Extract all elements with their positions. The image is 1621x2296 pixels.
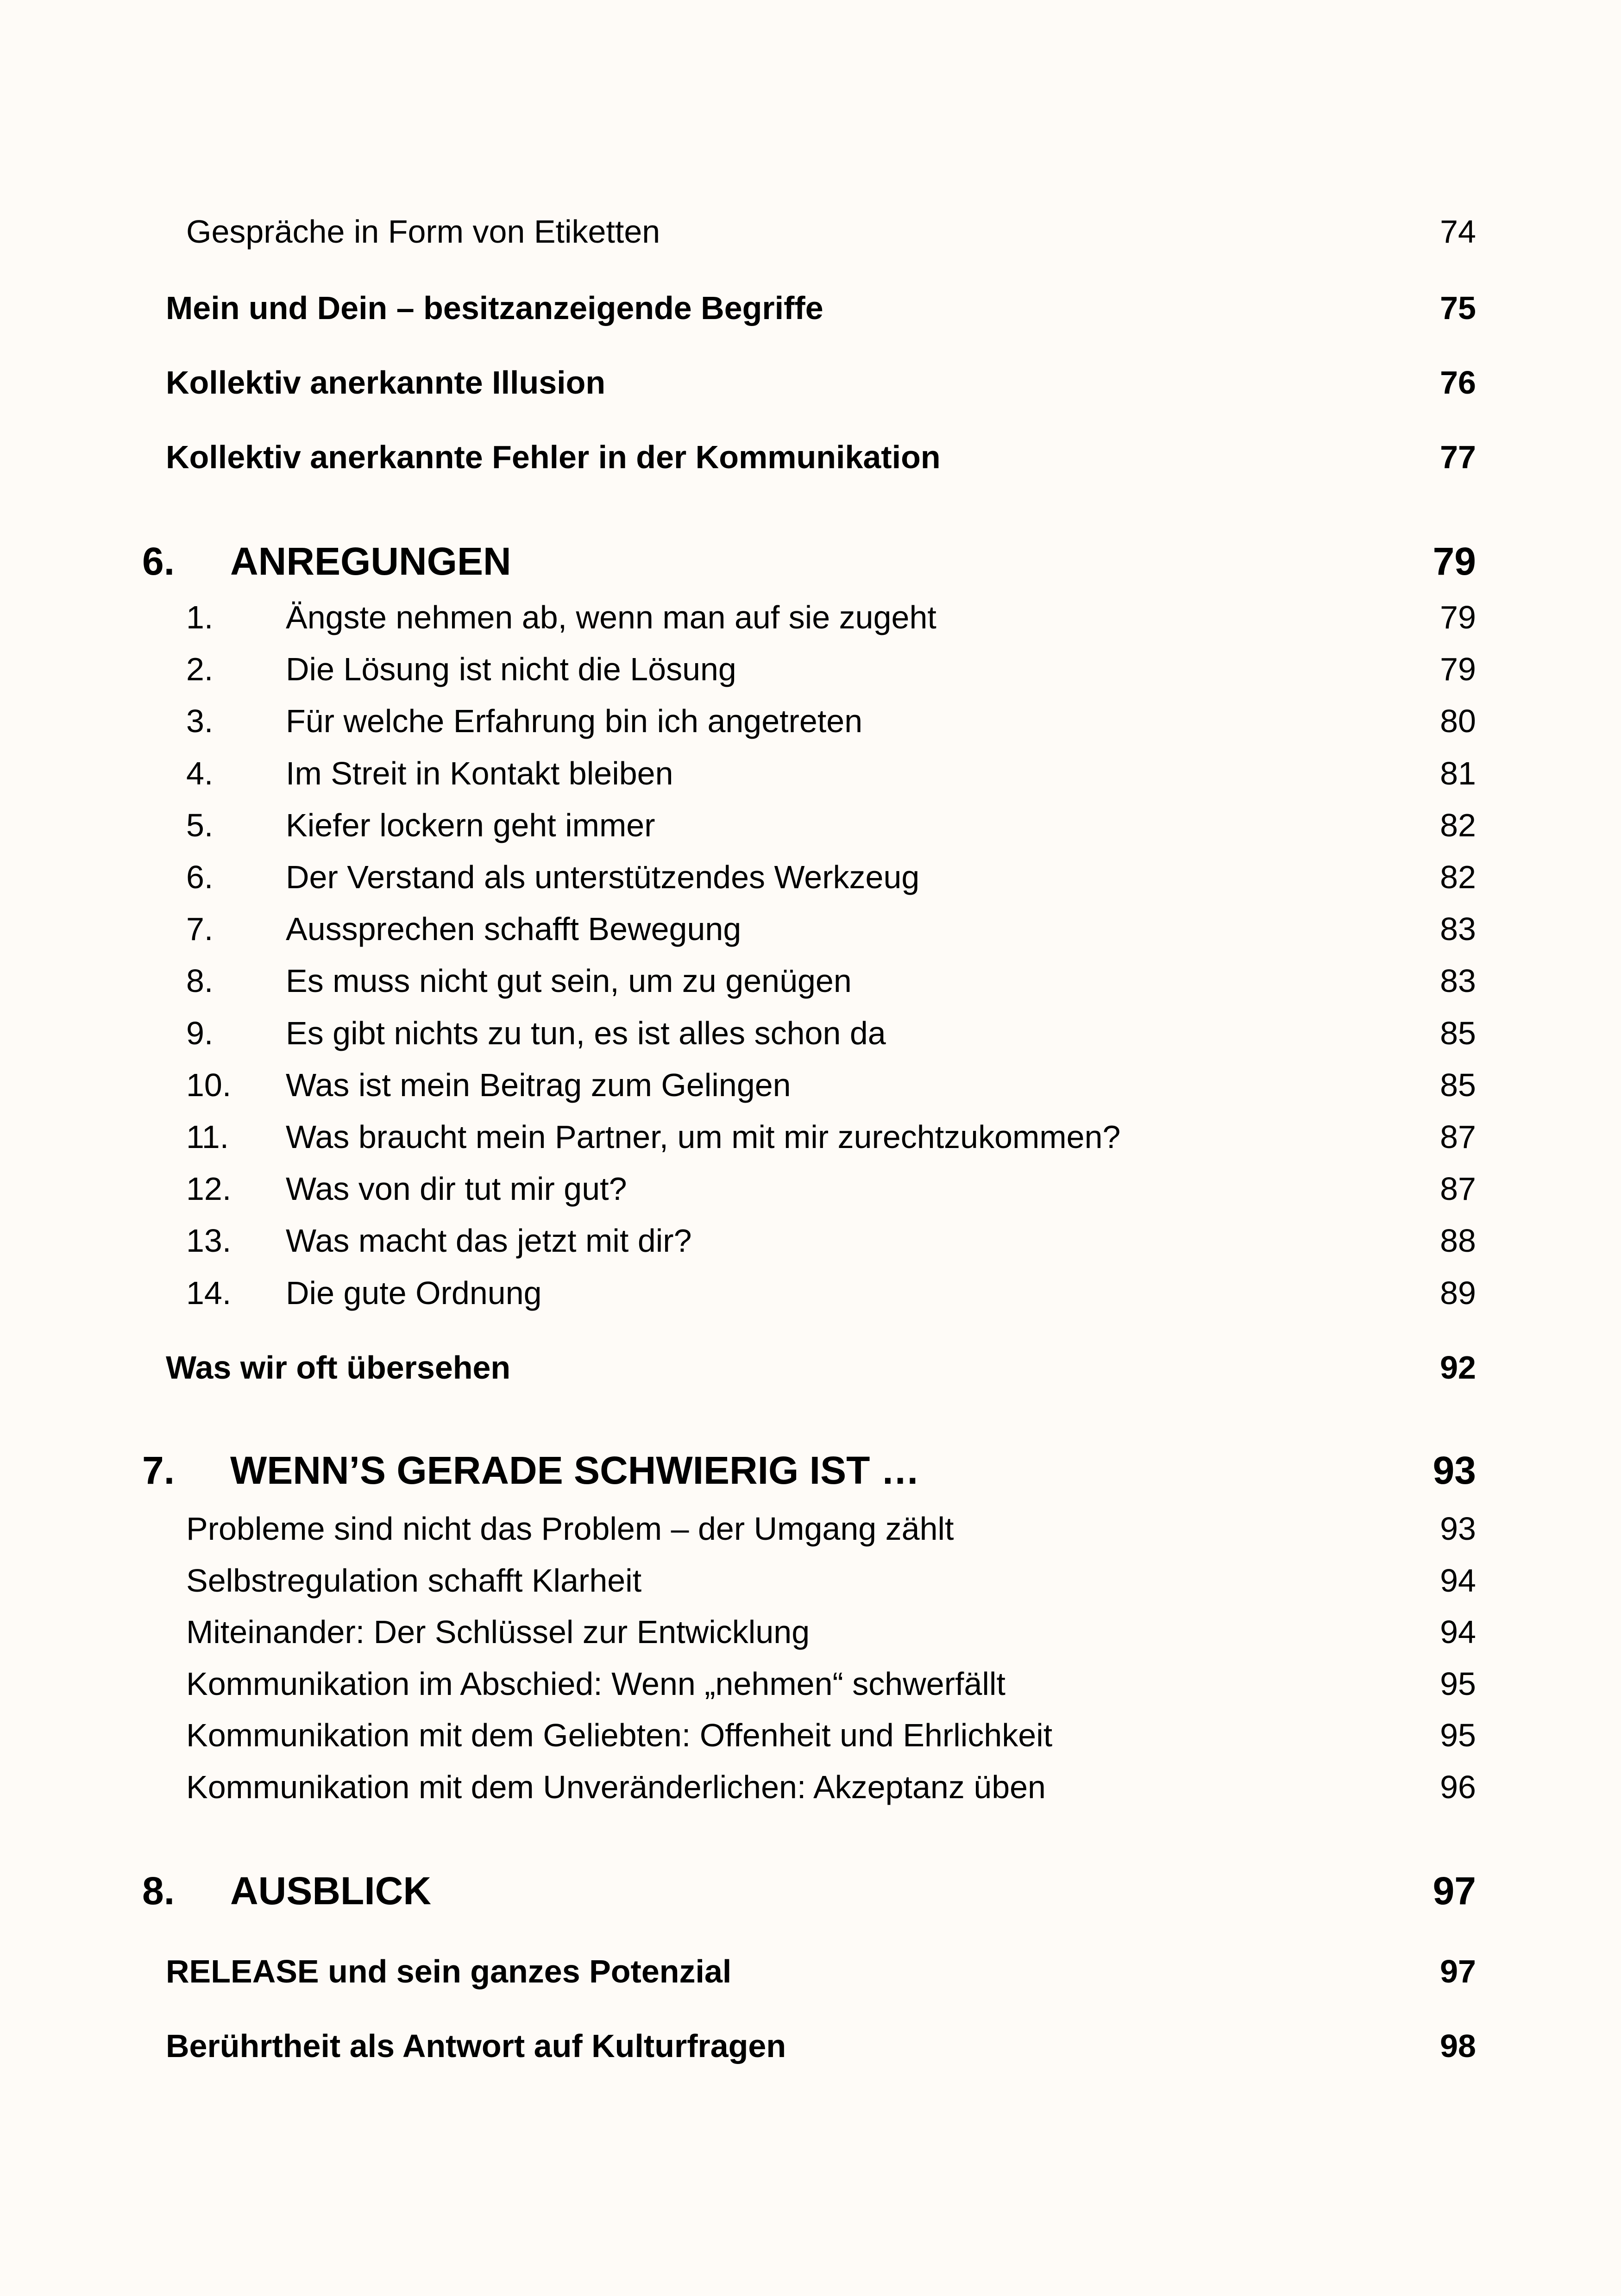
entry-number: 9.: [186, 1015, 214, 1051]
entry-page: 87: [1440, 1171, 1476, 1207]
toc-entry[interactable]: [0, 1116, 1621, 1158]
entry-number: 14.: [186, 1275, 232, 1311]
toc-entry[interactable]: [0, 1560, 1621, 1601]
entry-page: 88: [1440, 1223, 1476, 1259]
toc-entry[interactable]: [0, 1220, 1621, 1261]
entry-number: 1.: [186, 599, 214, 635]
entry-title: Was braucht mein Partner, um mit mir zurechtzukommen?: [286, 1119, 1121, 1155]
entry-page: 97: [1440, 1953, 1476, 1989]
entry-title: Mein und Dein – besitzanzeigende Begriffe: [166, 290, 823, 326]
entry-page: 83: [1440, 911, 1476, 947]
entry-number: 8.: [186, 963, 214, 999]
entry-page: 85: [1440, 1015, 1476, 1051]
entry-page: 96: [1440, 1769, 1476, 1805]
entry-title: Selbstregulation schafft Klarheit: [186, 1562, 642, 1599]
chapter-title: ANREGUNGEN: [230, 539, 511, 583]
entry-title: Kommunikation im Abschied: Wenn „nehmen“ schwerfällt: [186, 1666, 1005, 1702]
entry-page: 79: [1440, 599, 1476, 635]
entry-page: 79: [1440, 651, 1476, 687]
entry-page: 94: [1440, 1562, 1476, 1599]
entry-title: Miteinander: Der Schlüssel zur Entwicklung: [186, 1614, 810, 1650]
entry-page: 95: [1440, 1717, 1476, 1753]
entry-title: Für welche Erfahrung bin ich angetreten: [286, 703, 863, 739]
entry-page: 92: [1440, 1349, 1476, 1386]
entry-number: 11.: [186, 1119, 229, 1155]
chapter-title: AUSBLICK: [230, 1869, 431, 1913]
entry-title: Probleme sind nicht das Problem – der Umgang zählt: [186, 1511, 954, 1547]
toc-entry[interactable]: [0, 362, 1621, 403]
toc-entry[interactable]: [0, 2025, 1621, 2067]
entry-title: Kollektiv anerkannte Fehler in der Kommunikation: [166, 439, 941, 475]
toc-entry[interactable]: [0, 804, 1621, 846]
chapter-page: 93: [1433, 1449, 1476, 1492]
entry-number: 6.: [186, 859, 214, 895]
toc-entry[interactable]: [0, 1168, 1621, 1210]
entry-page: 93: [1440, 1511, 1476, 1547]
toc-entry[interactable]: [0, 1064, 1621, 1106]
entry-title: Aussprechen schafft Bewegung: [286, 911, 741, 947]
toc-entry[interactable]: [0, 1012, 1621, 1054]
toc-entry[interactable]: [0, 960, 1621, 1002]
toc-entry[interactable]: [0, 1663, 1621, 1705]
toc-entry[interactable]: [0, 1766, 1621, 1808]
entry-title: Was wir oft übersehen: [166, 1349, 511, 1386]
entry-page: 87: [1440, 1119, 1476, 1155]
entry-title: Kommunikation mit dem Unveränderlichen: Akzeptanz üben: [186, 1769, 1046, 1805]
entry-number: 5.: [186, 807, 214, 843]
toc-entry[interactable]: [0, 908, 1621, 950]
toc-entry[interactable]: [0, 596, 1621, 638]
chapter-number: 7.: [142, 1449, 175, 1492]
entry-page: 74: [1440, 213, 1476, 250]
entry-page: 82: [1440, 807, 1476, 843]
toc-entry[interactable]: [0, 1347, 1621, 1388]
toc-entry[interactable]: [0, 1611, 1621, 1653]
toc-entry[interactable]: [0, 648, 1621, 690]
entry-number: 12.: [186, 1171, 232, 1207]
entry-title: Die Lösung ist nicht die Lösung: [286, 651, 736, 687]
entry-number: 4.: [186, 755, 214, 791]
entry-title: Der Verstand als unterstützendes Werkzeug: [286, 859, 920, 895]
toc-entry[interactable]: [0, 1714, 1621, 1756]
entry-page: 85: [1440, 1067, 1476, 1103]
entry-number: 2.: [186, 651, 214, 687]
entry-page: 81: [1440, 755, 1476, 791]
entry-title: Ängste nehmen ab, wenn man auf sie zugeht: [286, 599, 936, 635]
toc-entry[interactable]: [0, 1951, 1621, 1992]
entry-page: 80: [1440, 703, 1476, 739]
chapter-page: 79: [1433, 539, 1476, 583]
toc-entry[interactable]: [0, 1508, 1621, 1549]
entry-page: 77: [1440, 439, 1476, 475]
entry-page: 95: [1440, 1666, 1476, 1702]
toc-entry[interactable]: [0, 856, 1621, 898]
entry-number: 10.: [186, 1067, 232, 1103]
entry-page: 82: [1440, 859, 1476, 895]
chapter-title: WENN’S GERADE SCHWIERIG IST …: [230, 1449, 920, 1492]
chapter-number: 6.: [142, 539, 175, 583]
entry-page: 76: [1440, 364, 1476, 401]
entry-title: Kollektiv anerkannte Illusion: [166, 364, 606, 401]
toc-entry[interactable]: [0, 287, 1621, 329]
entry-title: Im Streit in Kontakt bleiben: [286, 755, 673, 791]
chapter-number: 8.: [142, 1869, 175, 1913]
entry-title: Kiefer lockern geht immer: [286, 807, 655, 843]
toc-entry[interactable]: [0, 436, 1621, 478]
toc-entry[interactable]: [0, 753, 1621, 794]
entry-title: Was macht das jetzt mit dir?: [286, 1223, 692, 1259]
entry-title: Die gute Ordnung: [286, 1275, 542, 1311]
entry-title: Berührtheit als Antwort auf Kulturfragen: [166, 2028, 786, 2064]
chapter-heading-6[interactable]: [0, 540, 1621, 582]
entry-title: Was von dir tut mir gut?: [286, 1171, 627, 1207]
entry-page: 75: [1440, 290, 1476, 326]
toc-entry[interactable]: [0, 700, 1621, 742]
entry-page: 83: [1440, 963, 1476, 999]
entry-number: 13.: [186, 1223, 232, 1259]
chapter-heading-7[interactable]: [0, 1449, 1621, 1491]
toc-entry[interactable]: [0, 211, 1621, 252]
entry-title: Es muss nicht gut sein, um zu genügen: [286, 963, 852, 999]
chapter-page: 97: [1433, 1869, 1476, 1913]
entry-title: Es gibt nichts zu tun, es ist alles schon da: [286, 1015, 886, 1051]
entry-title: Gespräche in Form von Etiketten: [186, 213, 660, 250]
entry-number: 3.: [186, 703, 214, 739]
entry-title: RELEASE und sein ganzes Potenzial: [166, 1953, 732, 1989]
entry-title: Kommunikation mit dem Geliebten: Offenheit und Ehrlichkeit: [186, 1717, 1053, 1753]
entry-number: 7.: [186, 911, 214, 947]
chapter-heading-8[interactable]: [0, 1870, 1621, 1912]
toc-entry[interactable]: [0, 1272, 1621, 1314]
entry-page: 98: [1440, 2028, 1476, 2064]
entry-page: 89: [1440, 1275, 1476, 1311]
entry-title: Was ist mein Beitrag zum Gelingen: [286, 1067, 791, 1103]
entry-page: 94: [1440, 1614, 1476, 1650]
